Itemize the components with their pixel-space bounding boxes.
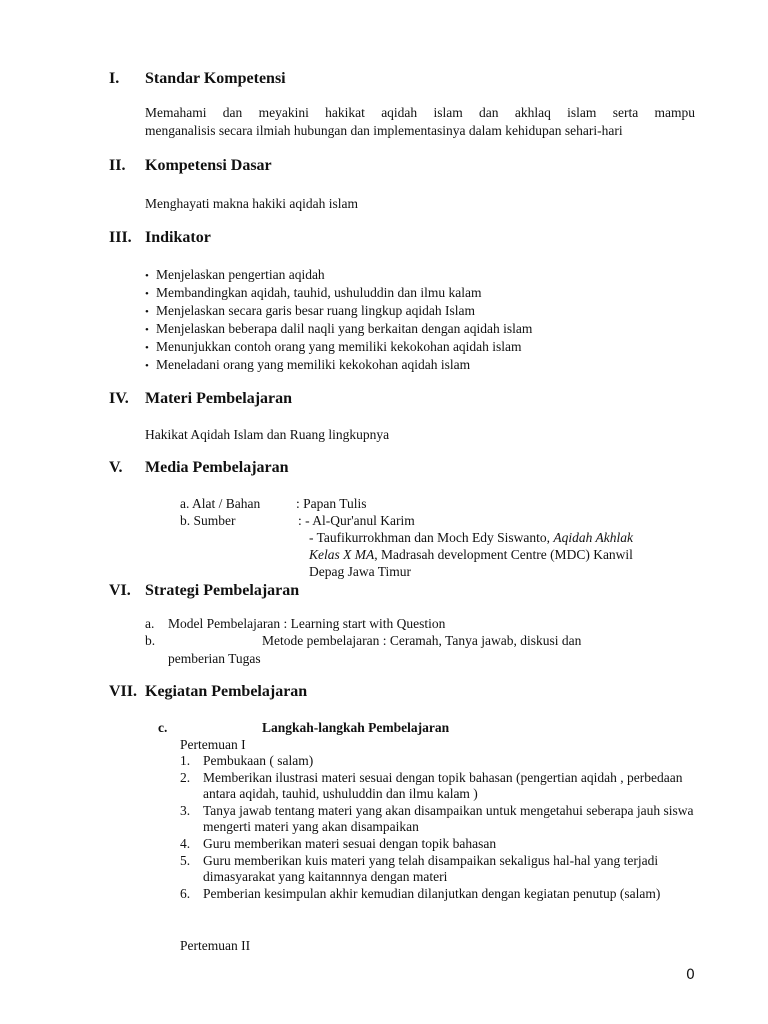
section-3-number: III. [109, 229, 132, 246]
section-1-text-line2: menganalisis secara ilmiah hubungan dan implementasinya dalam kehidupan sehari-hari [145, 123, 623, 138]
bullet-icon: • [145, 342, 149, 354]
section-6-number: VI. [109, 582, 131, 599]
section-7-title: Kegiatan Pembelajaran [145, 683, 308, 700]
media-b-value-line2: - Taufikurrokhman dan Moch Edy Siswanto, Aqidah Akhlak [309, 530, 634, 545]
section-4-text: Hakikat Aqidah Islam dan Ruang lingkupnya [145, 427, 390, 442]
list-item: 3. Tanya jawab tentang materi yang akan disampaikan untuk mengetahui seberapa jauh siswa mengerti materi yang akan disampaikan [180, 803, 694, 834]
strategy-a-text: Model Pembelajaran : Learning start with Question [168, 616, 446, 631]
media-b-value-line4: Depag Jawa Timur [309, 564, 411, 579]
bullet-icon: • [145, 270, 149, 282]
media-b-value-line3: Kelas X MA, Madrasah development Centre (MDC) Kanwil [309, 547, 633, 562]
media-a-value: : Papan Tulis [296, 496, 367, 511]
list-item: • Membandingkan aqidah, tauhid, ushuluddin dan ilmu kalam [145, 284, 532, 302]
list-item: • Menjelaskan pengertian aqidah [145, 266, 532, 284]
section-4-number: IV. [109, 390, 129, 407]
activity-c-letter: c. [158, 720, 168, 735]
section-2-text: Menghayati makna hakiki aqidah islam [145, 196, 358, 211]
list-item: 2. Memberikan ilustrasi materi sesuai dengan topik bahasan (pengertian aqidah , perbedaan antara aqidah, tauhid, ushuluddin dan ilmu kalam ) [180, 770, 683, 801]
meeting-2-label: Pertemuan II [180, 938, 251, 953]
strategy-a-letter: a. [145, 616, 155, 631]
bullet-icon: • [145, 324, 149, 336]
list-item: • Menjelaskan secara garis besar ruang lingkup aqidah Islam [145, 302, 532, 320]
bullet-icon: • [145, 306, 149, 318]
meeting-1-steps [180, 753, 700, 903]
strategy-b-text: Metode pembelajaran : Ceramah, Tanya jawab, diskusi dan [262, 633, 582, 648]
list-item: • Menjelaskan beberapa dalil naqli yang berkaitan dengan aqidah islam [145, 320, 532, 338]
list-item: 4. Guru memberikan materi sesuai dengan topik bahasan [180, 836, 497, 851]
list-item: 6. Pemberian kesimpulan akhir kemudian dilanjutkan dengan kegiatan penutup (salam) [180, 886, 661, 901]
indicator-list [145, 266, 532, 374]
section-3-title: Indikator [145, 229, 211, 246]
section-5-number: V. [109, 459, 123, 476]
section-1-text-line1: Memahami dan meyakini hakikat aqidah islam dan akhlaq islam serta mampu [145, 105, 695, 120]
section-2-number: II. [109, 157, 126, 174]
section-4-title: Materi Pembelajaran [145, 390, 293, 407]
media-b-label: b. Sumber [180, 513, 236, 528]
activity-c-title: Langkah-langkah Pembelajaran [262, 720, 450, 735]
page-number: 0 [686, 967, 695, 983]
section-2-title: Kompetensi Dasar [145, 157, 272, 174]
list-item: 5. Guru memberikan kuis materi yang telah disampaikan sekaligus hal-hal yang terjadi dimasyarakat yang kaitannnya dengan materi [180, 853, 659, 884]
bullet-icon: • [145, 288, 149, 300]
section-1-number: I. [109, 70, 120, 87]
meeting-1-label: Pertemuan I [180, 737, 246, 752]
strategy-b-text-line2: pemberian Tugas [168, 651, 261, 666]
list-item: • Menunjukkan contoh orang yang memiliki kekokohan aqidah islam [145, 338, 532, 356]
section-1-title: Standar Kompetensi [145, 70, 286, 87]
media-a-label: a. Alat / Bahan [180, 496, 261, 511]
section-6-title: Strategi Pembelajaran [145, 582, 300, 599]
media-b-value: : - Al-Qur'anul Karim [298, 513, 415, 528]
bullet-icon: • [145, 360, 149, 372]
section-5-title: Media Pembelajaran [145, 459, 289, 476]
strategy-b-letter: b. [145, 633, 156, 648]
list-item: • Meneladani orang yang memiliki kekokohan aqidah islam [145, 356, 532, 374]
section-7-number: VII. [109, 683, 138, 700]
list-item: 1. Pembukaan ( salam) [180, 753, 314, 768]
